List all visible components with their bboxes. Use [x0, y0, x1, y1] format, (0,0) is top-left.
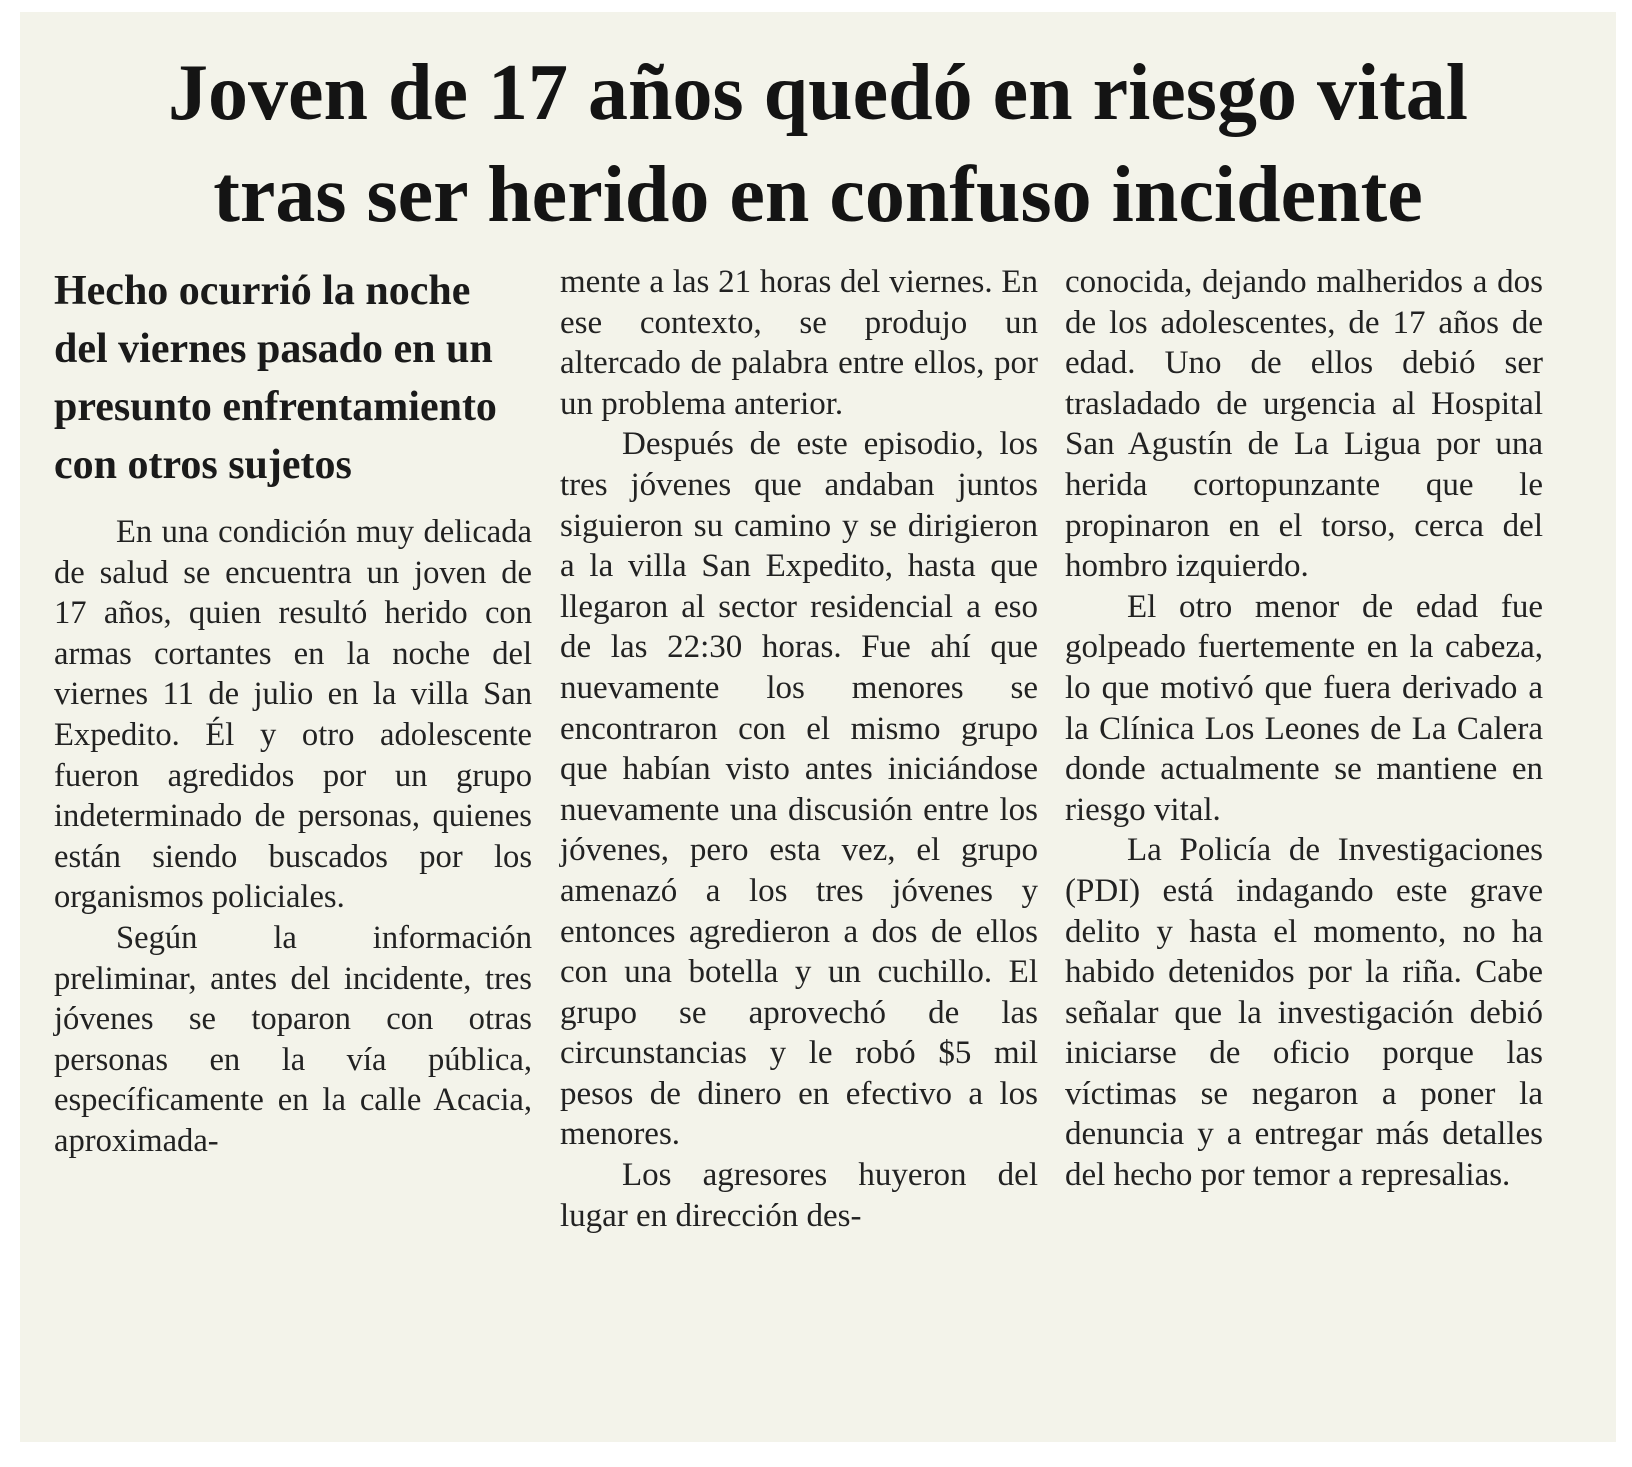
paragraph-4-end: conocida, dejando malheridos a dos de los adolescentes, de 17 años de edad. Uno de ellos debió ser trasladado de urgencia al Hospital San Agustín de La Ligua por una herida cortopunzante que le propinaron en el torso, cerca del hombro izquierdo. [1065, 264, 1543, 585]
paragraph-2-start: Según la información preliminar, antes del incidente, tres jóvenes se toparon con otras personas en la vía pública, específicamente en la calle Acacia, aproximada- [54, 919, 532, 1159]
headline [44, 42, 1592, 246]
paragraph-2-end: mente a las 21 horas del viernes. En ese contexto, se produjo un altercado de palabra entre ellos, por un problema anterior. [560, 264, 1038, 422]
column-1 [54, 262, 532, 1162]
paragraph-3: Después de este episodio, los tres jóvenes que andaban juntos siguieron su camino y se dirigieron a la villa San Expedito, hasta que llegaron al sector residencial a eso de las 22:30 horas. Fue ahí que nuevamente los menores se encontraron con el mismo grupo que habían visto antes iniciándose nuevamente una discusión entre los jóvenes, pero esta vez, el grupo amenazó a los tres jóvenes y entonces agredieron a dos de ellos con una botella y un cuchillo. El grupo se aprovechó de las circunstancias y le robó $5 mil pesos de dinero en efectivo a los menores. [560, 426, 1038, 1153]
headline-line-1: Joven de 17 años quedó en riesgo vital [167, 49, 1469, 137]
column-2 [560, 262, 1038, 1236]
headline-line-2: tras ser herido en confuso incidente [213, 151, 1423, 239]
column-3 [1065, 262, 1543, 1196]
newspaper-clipping [20, 12, 1616, 1442]
paragraph-1: En una condición muy delicada de salud se encuentra un joven de 17 años, quien resultó herido con armas cortantes en la noche del viernes 11 de julio en la villa San Expedito. Él y otro adolescente fueron agredidos por un grupo indeterminado de personas, quienes están siendo buscados por los organismos policiales. [54, 514, 532, 916]
paragraph-6: La Policía de Investigaciones (PDI) está indagando este grave delito y hasta el momento, no ha habido detenidos por la riña. Cabe señalar que la investigación debió iniciarse de oficio porque las víctimas se negaron a poner la denuncia y a entregar más detalles del hecho por temor a represalias. [1065, 832, 1543, 1194]
subheadline: Hecho ocurrió la noche del viernes pasado en un presunto enfrentamiento con otros sujetos [54, 268, 497, 488]
paragraph-5: El otro menor de edad fue golpeado fuertemente en la cabeza, lo que motivó que fuera derivado a la Clínica Los Leones de La Calera donde actualmente se mantiene en riesgo vital. [1065, 588, 1543, 828]
paragraph-4-start: Los agresores huyeron del lugar en dirección des- [560, 1157, 1038, 1234]
